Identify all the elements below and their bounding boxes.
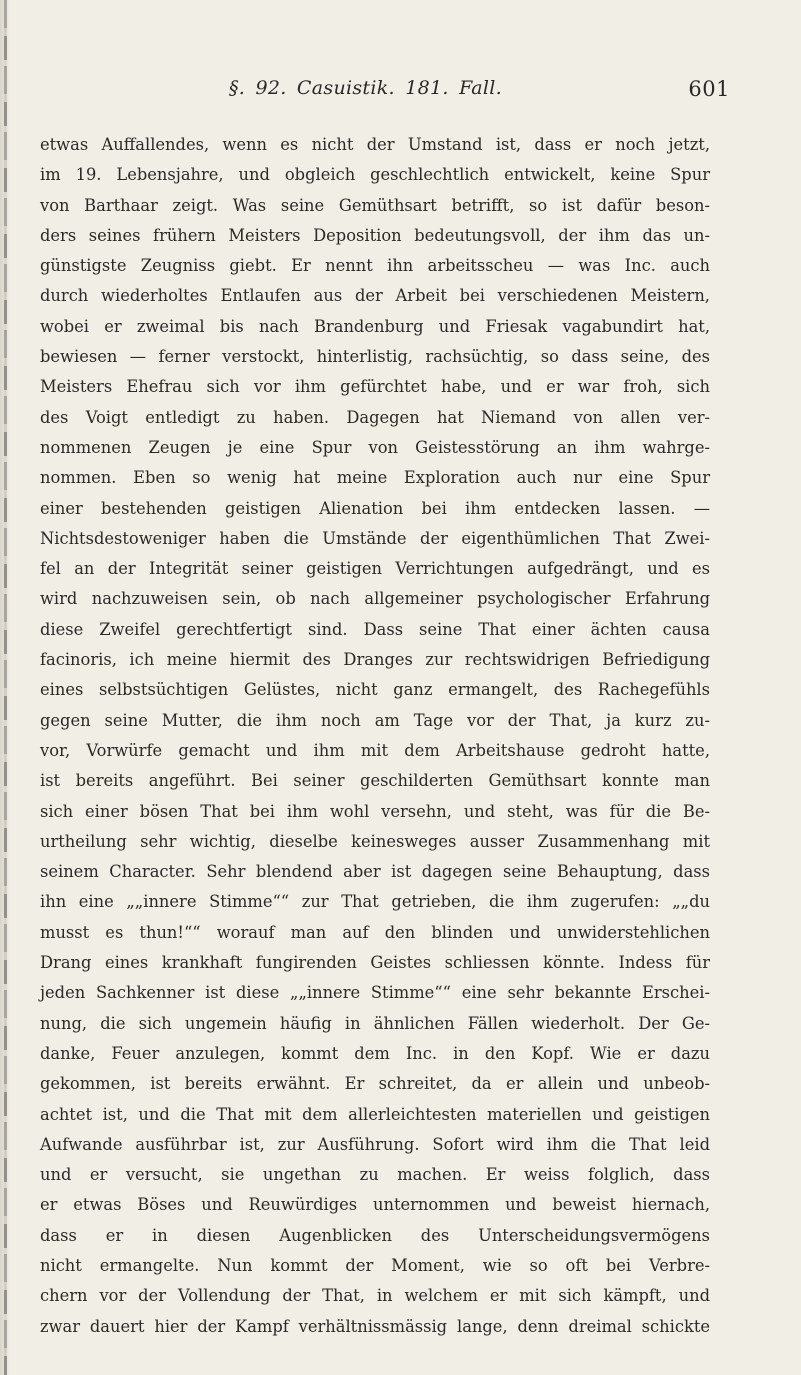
text-line: facinoris, ich meine hiermit des Dranges zur rechtswidrigen Befriedigung bbox=[40, 650, 710, 670]
text-line: ist bereits angeführt. Bei seiner geschilderten Gemüthsart konnte man bbox=[40, 771, 710, 791]
page-header bbox=[40, 77, 730, 107]
text-line: Drang eines krankhaft fungirenden Geistes schliessen könnte. Indess für bbox=[40, 953, 710, 973]
binding-edge bbox=[4, 0, 7, 1375]
text-line: achtet ist, und die That mit dem allerleichtesten materiellen und geistigen bbox=[40, 1104, 710, 1124]
text-line: fel an der Integrität seiner geistigen Verrichtungen aufgedrängt, und es bbox=[40, 559, 710, 579]
text-line: chern vor der Vollendung der That, in welchem er mit sich kämpft, und bbox=[40, 1286, 710, 1306]
text-line: etwas Auffallendes, wenn es nicht der Umstand ist, dass er noch jetzt, bbox=[40, 135, 710, 154]
text-line: musst es thun!““ worauf man auf den blinden und unwiderstehlichen bbox=[40, 922, 710, 942]
text-line: vor, Vorwürfe gemacht und ihm mit dem Arbeitshause gedroht hatte, bbox=[40, 740, 710, 760]
text-line: wobei er zweimal bis nach Brandenburg und Friesak vagabundirt hat, bbox=[40, 316, 710, 336]
text-line: ihn eine „„innere Stimme““ zur That getrieben, die ihm zugerufen: „„du bbox=[40, 892, 710, 912]
text-line: bewiesen — ferner verstockt, hinterlistig, rachsüchtig, so dass seine, des bbox=[40, 347, 710, 367]
text-line: nung, die sich ungemein häufig in ähnlichen Fällen wiederholt. Der Ge- bbox=[40, 1013, 710, 1033]
text-line: gekommen, ist bereits erwähnt. Er schreitet, da er allein und unbeob- bbox=[40, 1074, 710, 1094]
page-gutter-shadow bbox=[0, 0, 10, 1375]
text-line: zwar dauert hier der Kampf verhältnissmässig lange, denn dreimal schickte bbox=[40, 1316, 710, 1336]
text-line: nicht ermangelte. Nun kommt der Moment, wie so oft bei Verbre- bbox=[40, 1255, 710, 1275]
text-line: des Voigt entledigt zu haben. Dagegen hat Niemand von allen ver- bbox=[40, 407, 710, 427]
text-line: einer bestehenden geistigen Alienation bei ihm entdecken lassen. — bbox=[40, 498, 710, 518]
text-line: eines selbstsüchtigen Gelüstes, nicht ganz ermangelt, des Rachegefühls bbox=[40, 680, 710, 700]
text-line: Nichtsdestoweniger haben die Umstände der eigenthümlichen That Zwei- bbox=[40, 528, 710, 548]
body-text bbox=[40, 130, 710, 1342]
text-line: diese Zweifel gerechtfertigt sind. Dass seine That einer ächten causa bbox=[40, 619, 710, 639]
text-line: durch wiederholtes Entlaufen aus der Arbeit bei verschiedenen Meistern, bbox=[40, 286, 710, 306]
text-line: günstigste Zeugniss giebt. Er nennt ihn arbeitsscheu — was Inc. auch bbox=[40, 256, 710, 276]
text-line: im 19. Lebensjahre, und obgleich geschlechtlich entwickelt, keine Spur bbox=[40, 165, 710, 185]
text-line: seinem Character. Sehr blendend aber ist dagegen seine Behauptung, dass bbox=[40, 862, 710, 882]
text-line: gegen seine Mutter, die ihm noch am Tage vor der That, ja kurz zu- bbox=[40, 710, 710, 730]
text-line: von Barthaar zeigt. Was seine Gemüthsart betrifft, so ist dafür beson- bbox=[40, 195, 710, 215]
text-line: nommenen Zeugen je eine Spur von Geistesstörung an ihm wahrge- bbox=[40, 437, 710, 457]
text-line: sich einer bösen That bei ihm wohl versehn, und steht, was für die Be- bbox=[40, 801, 710, 821]
running-title: §. 92. Casuistik. 181. Fall. bbox=[229, 77, 502, 99]
text-line: dass er in diesen Augenblicken des Unterscheidungsvermögens bbox=[40, 1225, 710, 1245]
text-line: wird nachzuweisen sein, ob nach allgemeiner psychologischer Erfahrung bbox=[40, 589, 710, 609]
text-line: nommen. Eben so wenig hat meine Exploration auch nur eine Spur bbox=[40, 468, 710, 488]
text-line: jeden Sachkenner ist diese „„innere Stimme““ eine sehr bekannte Erschei- bbox=[40, 983, 710, 1003]
text-line: Aufwande ausführbar ist, zur Ausführung. Sofort wird ihm die That leid bbox=[40, 1134, 710, 1154]
text-line: er etwas Böses und Reuwürdiges unternommen und beweist hiernach, bbox=[40, 1195, 710, 1215]
text-line: und er versucht, sie ungethan zu machen. Er weiss folglich, dass bbox=[40, 1165, 710, 1185]
page-number: 601 bbox=[688, 77, 730, 101]
text-line: urtheilung sehr wichtig, dieselbe keinesweges ausser Zusammenhang mit bbox=[40, 831, 710, 851]
text-line: ders seines frühern Meisters Deposition bedeutungsvoll, der ihm das un- bbox=[40, 225, 710, 245]
text-line: Meisters Ehefrau sich vor ihm gefürchtet habe, und er war froh, sich bbox=[40, 377, 710, 397]
text-line: danke, Feuer anzulegen, kommt dem Inc. in den Kopf. Wie er dazu bbox=[40, 1043, 710, 1063]
